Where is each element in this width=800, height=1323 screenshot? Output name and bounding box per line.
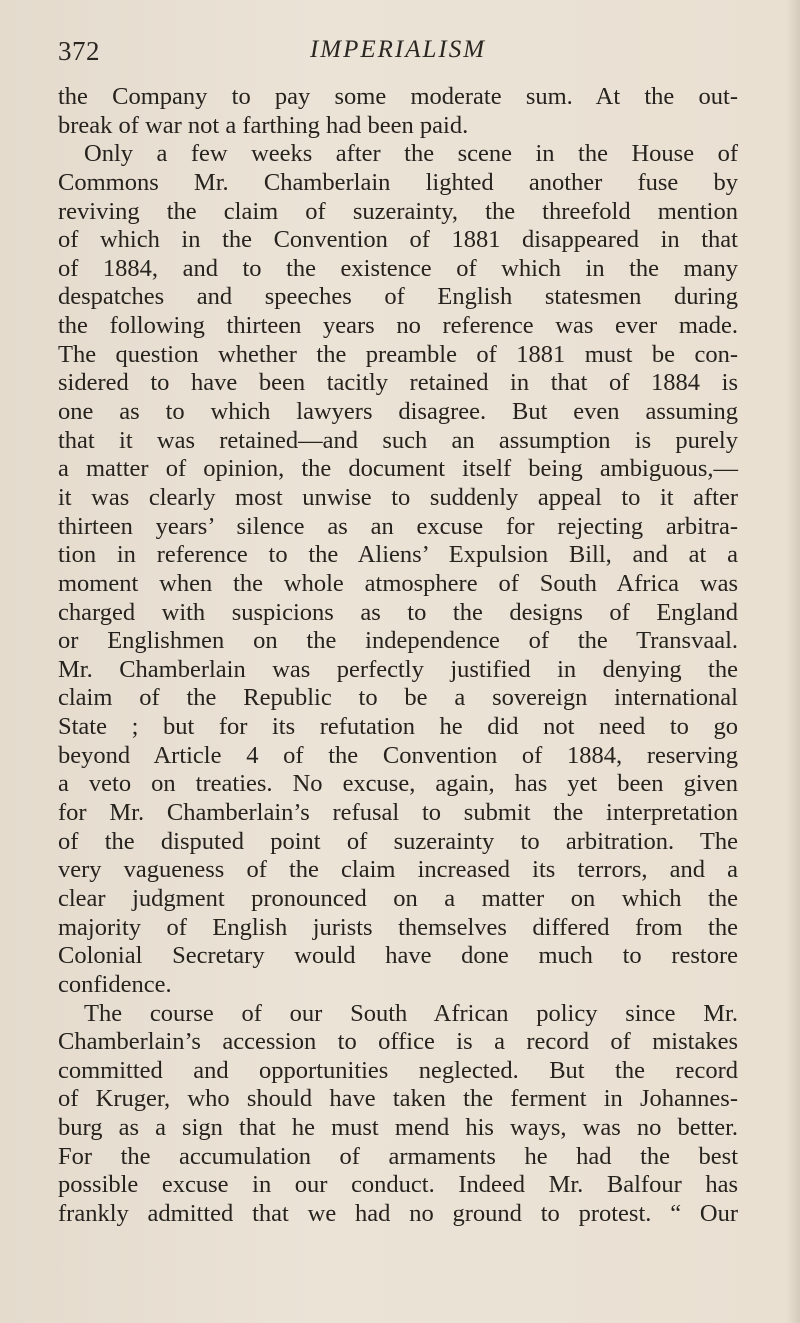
text-line: that it was retained—and such an assumption is purely [58, 426, 738, 454]
text-line: committed and opportunities neglected. But the record [58, 1056, 738, 1084]
text-line: frankly admitted that we had no ground to protest. “ Our [58, 1199, 738, 1227]
text-line: reviving the claim of suzerainty, the threefold mention [58, 197, 738, 225]
text-line: clear judgment pronounced on a matter on which the [58, 884, 738, 912]
text-line: despatches and speeches of English statesmen during [58, 283, 738, 311]
text-line: For the accumulation of armaments he had the best [58, 1142, 738, 1170]
text-line: burg as a sign that he must mend his ways, was no better. [58, 1114, 738, 1142]
text-line: of the disputed point of suzerainty to arbitration. The [58, 827, 738, 855]
running-title: IMPERIALISM [309, 36, 487, 63]
page-edge-shadow [786, 0, 800, 1323]
text-line: Colonial Secretary would have done much to restore [58, 942, 738, 970]
text-line: the following thirteen years no reference was ever made. [58, 312, 738, 340]
text-line: a matter of opinion, the document itself being ambiguous,— [58, 455, 738, 483]
text-line: a veto on treaties. No excuse, again, has yet been given [58, 770, 738, 798]
text-line: one as to which lawyers disagree. But even assuming [58, 398, 738, 426]
text-line: of which in the Convention of 1881 disappeared in that [58, 226, 738, 254]
text-line: thirteen years’ silence as an excuse for rejecting arbitra- [58, 512, 738, 540]
text-line: Chamberlain’s accession to office is a record of mistakes [58, 1028, 738, 1056]
text-line: The course of our South African policy since Mr. [84, 999, 738, 1027]
text-line: Only a few weeks after the scene in the House of [84, 140, 738, 168]
text-line: it was clearly most unwise to suddenly appeal to it after [58, 483, 738, 511]
text-line: beyond Article 4 of the Convention of 1884, reserving [58, 741, 738, 769]
text-line: Commons Mr. Chamberlain lighted another fuse by [58, 168, 738, 196]
text-line: State ; but for its refutation he did not need to go [58, 713, 738, 741]
text-line: Mr. Chamberlain was perfectly justified in denying the [58, 655, 738, 683]
text-line: moment when the whole atmosphere of South Africa was [58, 569, 738, 597]
text-line: The question whether the preamble of 1881 must be con- [58, 340, 738, 368]
text-line: very vagueness of the claim increased its terrors, and a [58, 856, 738, 884]
text-line: of Kruger, who should have taken the ferment in Johannes- [58, 1085, 738, 1113]
body-text [58, 83, 738, 1229]
text-line: sidered to have been tacitly retained in that of 1884 is [58, 369, 738, 397]
text-line: tion in reference to the Aliens’ Expulsion Bill, and at a [58, 541, 738, 569]
text-line: or Englishmen on the independence of the Transvaal. [58, 627, 738, 655]
page-number: 372 [58, 36, 100, 66]
text-line: possible excuse in our conduct. Indeed Mr. Balfour has [58, 1171, 738, 1199]
text-line: confidence. [58, 970, 172, 998]
text-line: of 1884, and to the existence of which in the many [58, 254, 738, 282]
running-head [58, 36, 738, 76]
text-line: charged with suspicions as to the designs of England [58, 598, 738, 626]
text-line: for Mr. Chamberlain’s refusal to submit the interpretation [58, 799, 738, 827]
text-line: claim of the Republic to be a sovereign international [58, 684, 738, 712]
text-line: break of war not a farthing had been paid. [58, 111, 469, 139]
text-line: majority of English jurists themselves differed from the [58, 913, 738, 941]
text-line: the Company to pay some moderate sum. At the out- [58, 83, 738, 110]
